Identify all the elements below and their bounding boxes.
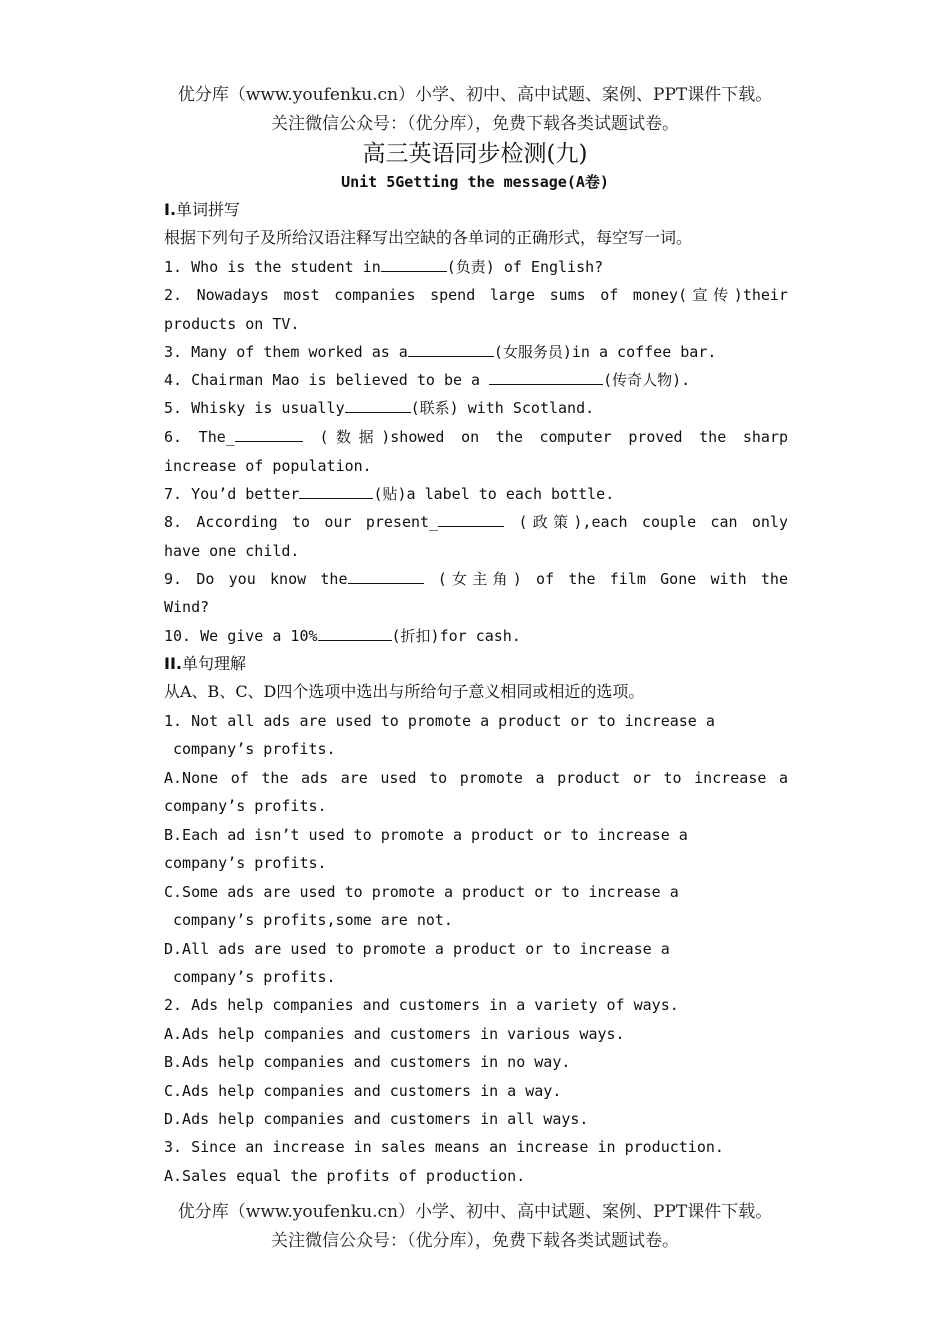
option-line: A.Ads help companies and customers in various ways. [164,1025,625,1043]
comprehension-line: company’s profits. [173,740,336,758]
question-5-hint: (联系) with Scotland. [410,399,595,417]
question-1-text: 1. Who is the student in [164,258,381,276]
question-4 [164,366,788,394]
question-7 [164,480,788,508]
question-8-cont: have one child. [164,542,300,560]
question-5 [164,394,788,422]
question-8-text: 8. According to our present_ [164,513,439,531]
section1-instruction: 根据下列句子及所给汉语注释写出空缺的各单词的正确形式，每空写一词。 [164,228,693,247]
page-header-line1: 优分库（www.youfenku.cn）小学、初中、高中试题、案例、PPT课件下载。 [177,85,773,105]
answer-blank-7[interactable] [299,481,373,499]
question-10 [164,622,788,650]
option-line: company’s profits. [173,968,336,986]
section1-heading-text: 单词拼写 [176,200,241,219]
question-4-hint: (传奇人物). [603,371,691,389]
answer-blank-10[interactable] [318,623,392,641]
option-line: D.Ads help companies and customers in all ways. [164,1110,589,1128]
question-3-hint: (女服务员)in a coffee bar. [493,343,717,361]
page-title: 高三英语同步检测(九) [362,141,588,167]
question-9-cont: Wind? [164,598,210,616]
question-3-text: 3. Many of them worked as a [164,343,408,361]
question-6-hint: (数据)showed on the computer proved the sharp [319,428,788,446]
question-6 [164,423,788,451]
section2-heading-text: 单句理解 [181,654,246,673]
option-line: A.Sales equal the profits of production. [164,1167,526,1185]
question-10-text: 10. We give a 10% [164,627,318,645]
question-8-hint: (政策),each couple can only [518,513,788,531]
section1-numeral: I. [164,200,177,219]
question-9-text: 9. Do you know the [164,570,348,588]
answer-blank-6[interactable] [235,424,303,442]
question-2-cont: products on TV. [164,315,300,333]
question-1 [164,253,788,281]
question-9-hint: (女主角) of the film Gone with the [437,570,788,588]
question-3 [164,338,788,366]
answer-blank-4[interactable] [489,367,603,385]
question-6-cont: increase of population. [164,457,372,475]
option-line: company’s profits. [164,854,327,872]
answer-blank-3[interactable] [408,339,494,357]
section2-instruction: 从A、B、C、D四个选项中选出与所给句子意义相同或相近的选项。 [164,682,645,701]
option-line: company’s profits. [164,797,327,815]
question-7-hint: (贴)a label to each bottle. [373,485,615,503]
section2-numeral: II. [164,654,182,673]
comprehension-line: 2. Ads help companies and customers in a variety of ways. [164,996,679,1014]
question-1-hint: (负责) of English? [446,258,604,276]
option-line: C.Some ads are used to promote a product or to increase a [164,883,679,901]
page-footer-line2: 关注微信公众号：（优分库），免费下载各类试题试卷。 [271,1231,679,1251]
question-8 [164,508,788,536]
question-4-text: 4. Chairman Mao is believed to be a [164,371,490,389]
answer-blank-8[interactable] [438,509,504,527]
question-10-hint: (折扣)for cash. [391,627,521,645]
section2-heading [164,650,788,678]
question-9 [164,565,788,593]
page-subtitle: Unit 5Getting the message(A卷) [341,173,609,191]
question-5-text: 5. Whisky is usually [164,399,345,417]
answer-blank-5[interactable] [345,395,411,413]
option-line: C.Ads help companies and customers in a way. [164,1082,562,1100]
option-line: company’s profits,some are not. [173,911,453,929]
comprehension-line: 1. Not all ads are used to promote a product or to increase a [164,712,715,730]
question-6-text: 6. The_ [164,428,235,446]
answer-blank-1[interactable] [381,254,447,272]
option-line: B.Each ad isn’t used to promote a product or to increase a [164,826,688,844]
section1-heading [164,196,788,224]
option-line: A.None of the ads are used to promote a product or to increase a [164,769,788,787]
comprehension-line: 3. Since an increase in sales means an increase in production. [164,1138,724,1156]
page-header-line2: 关注微信公众号：（优分库），免费下载各类试题试卷。 [271,114,679,134]
option-line: B.Ads help companies and customers in no way. [164,1053,571,1071]
question-7-text: 7. You’d better [164,485,300,503]
answer-blank-9[interactable] [348,566,424,584]
question-2: 2. Nowadays most companies spend large sums of money(宣传)their [164,286,788,304]
option-line: D.All ads are used to promote a product or to increase a [164,940,670,958]
page-footer-line1: 优分库（www.youfenku.cn）小学、初中、高中试题、案例、PPT课件下载。 [177,1202,773,1222]
